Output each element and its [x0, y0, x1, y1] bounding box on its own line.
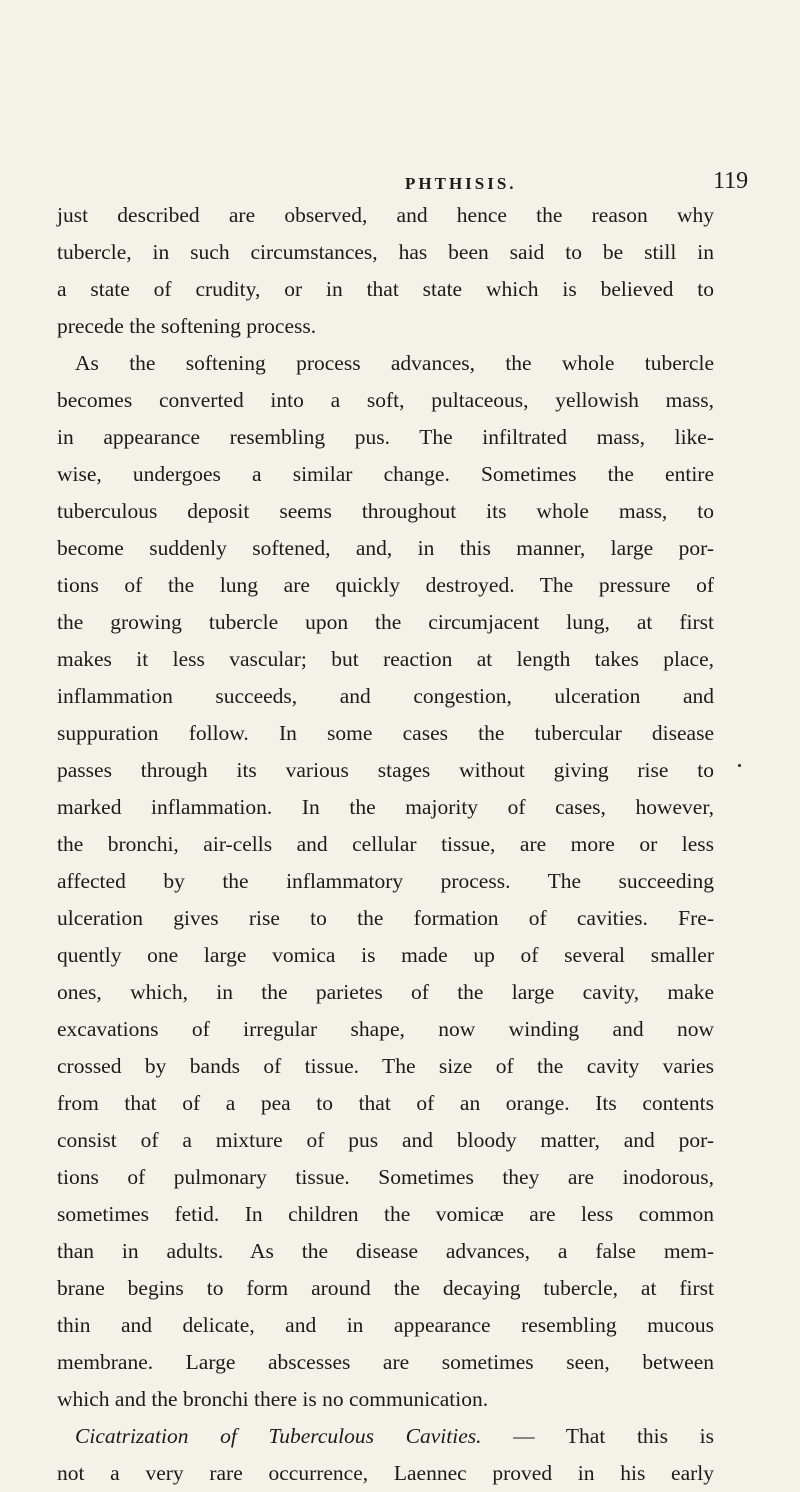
- text-line: not a very rare occurrence, Laennec proved in his early: [57, 1461, 714, 1485]
- text-line: a state of crudity, or in that state which is believed to: [57, 277, 714, 301]
- text-line: sometimes fetid. In children the vomicæ are less common: [57, 1202, 714, 1226]
- text-line: the growing tubercle upon the circumjacent lung, at first: [57, 610, 714, 634]
- running-head: PHTHISIS.: [405, 174, 517, 193]
- margin-speck: [738, 764, 741, 767]
- text-line: wise, undergoes a similar change. Sometimes the entire: [57, 462, 714, 486]
- text-line: just described are observed, and hence the reason why: [57, 203, 714, 227]
- text-line: brane begins to form around the decaying tubercle, at first: [57, 1276, 714, 1300]
- text-line: thin and delicate, and in appearance resembling mucous: [57, 1313, 714, 1337]
- text-line: tubercle, in such circumstances, has been said to be still in: [57, 240, 714, 264]
- text-line: crossed by bands of tissue. The size of the cavity varies: [57, 1054, 714, 1078]
- text-line: than in adults. As the disease advances, a false mem-: [57, 1239, 714, 1263]
- text-line: affected by the inflammatory process. The succeeding: [57, 869, 714, 893]
- text-line: in appearance resembling pus. The infiltrated mass, like-: [57, 425, 714, 449]
- text-line: which and the bronchi there is no communication.: [57, 1387, 489, 1411]
- text-line: from that of a pea to that of an orange. Its contents: [57, 1091, 714, 1115]
- section-text: — That this is: [481, 1424, 714, 1448]
- section-line: [57, 1418, 714, 1455]
- text-line: passes through its various stages without giving rise to: [57, 758, 714, 782]
- text-line: the bronchi, air-cells and cellular tissue, are more or less: [57, 832, 714, 856]
- text-line: become suddenly softened, and, in this manner, large por-: [57, 536, 714, 560]
- text-line: makes it less vascular; but reaction at length takes place,: [57, 647, 714, 671]
- text-line: tuberculous deposit seems throughout its whole mass, to: [57, 499, 714, 523]
- text-line: membrane. Large abscesses are sometimes seen, between: [57, 1350, 714, 1374]
- text-line: excavations of irregular shape, now winding and now: [57, 1017, 714, 1041]
- text-line: ulceration gives rise to the formation of cavities. Fre-: [57, 906, 714, 930]
- text-line: suppuration follow. In some cases the tubercular disease: [57, 721, 714, 745]
- page-number: 119: [713, 168, 749, 194]
- text-line: tions of the lung are quickly destroyed. The pressure of: [57, 573, 714, 597]
- text-line: tions of pulmonary tissue. Sometimes they are inodorous,: [57, 1165, 714, 1189]
- text-line: As the softening process advances, the whole tubercle: [75, 351, 714, 375]
- text-line: becomes converted into a soft, pultaceous, yellowish mass,: [57, 388, 714, 412]
- text-line: ones, which, in the parietes of the large cavity, make: [57, 980, 714, 1004]
- section-heading: Cicatrization of Tuberculous Cavities.: [75, 1424, 482, 1448]
- text-line: quently one large vomica is made up of several smaller: [57, 943, 714, 967]
- text-line: precede the softening process.: [57, 314, 317, 338]
- text-line: inflammation succeeds, and congestion, ulceration and: [57, 684, 714, 708]
- text-line: marked inflammation. In the majority of cases, however,: [57, 795, 714, 819]
- text-line: consist of a mixture of pus and bloody matter, and por-: [57, 1128, 714, 1152]
- body-text: [57, 197, 714, 1492]
